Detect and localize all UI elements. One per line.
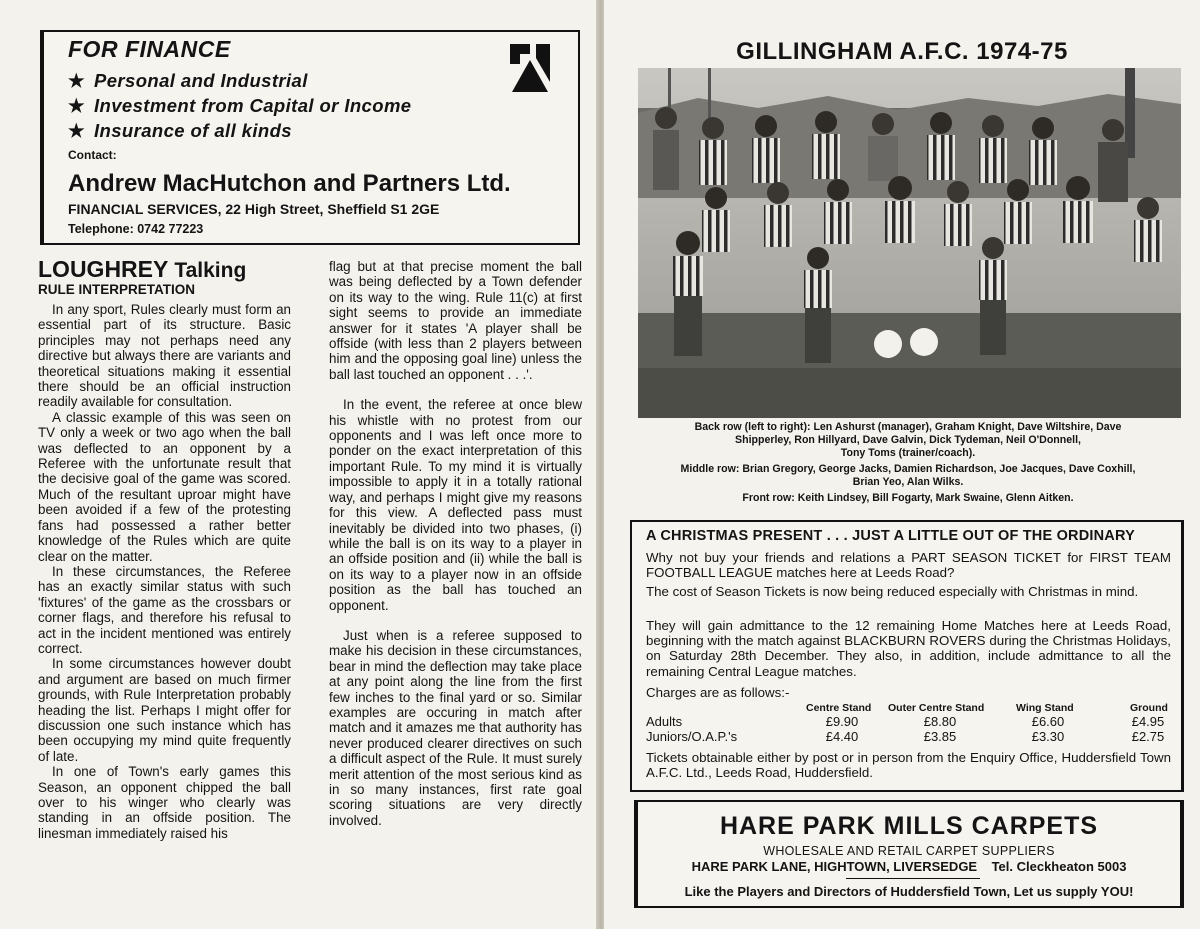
column-header: Wing Stand bbox=[1016, 702, 1074, 714]
column-header: Ground bbox=[1130, 702, 1168, 714]
article-paragraph: In one of Town's early games this Season, an opponent chipped the ball over to his winger who clearly was standing in an offside position. The linesman immediately raised his bbox=[38, 764, 291, 841]
row-label: Juniors/O.A.P.'s bbox=[646, 729, 738, 744]
star-icon: ★ bbox=[68, 70, 85, 91]
carpet-company-name: HARE PARK MILLS CARPETS bbox=[719, 812, 1099, 840]
charges-label: Charges are as follows:- bbox=[646, 685, 790, 700]
christmas-title: A CHRISTMAS PRESENT . . . JUST A LITTLE OUT OF THE ORDINARY bbox=[646, 528, 1135, 544]
article-subtitle: RULE INTERPRETATION bbox=[38, 282, 195, 297]
price-cell: £2.75 bbox=[1131, 729, 1165, 744]
price-cell: £4.40 bbox=[825, 729, 859, 744]
finance-item: ★ Personal and Industrial bbox=[68, 70, 308, 91]
football-icon bbox=[910, 328, 938, 356]
star-icon: ★ bbox=[68, 95, 85, 116]
finance-ad-title: FOR FINANCE bbox=[68, 36, 231, 62]
price-cell: £6.60 bbox=[1031, 714, 1065, 729]
star-icon: ★ bbox=[68, 120, 85, 141]
carpet-slogan: Like the Players and Directors of Huddersfield Town, Let us supply YOU! bbox=[684, 884, 1134, 899]
christmas-paragraph: The cost of Season Tickets is now being reduced especially with Christmas in mind. bbox=[646, 584, 1139, 599]
caption-line: Back row (left to right): Len Ashurst (manager), Graham Knight, Dave Wiltshire, Dave bbox=[694, 421, 1122, 433]
christmas-paragraph: Why not buy your friends and relations a PART SEASON TICKET for FIRST TEAM FOOTBALL LEAGUE matches here at Leeds Road? bbox=[646, 550, 1171, 581]
caption-line: Brian Yeo, Alan Wilks. bbox=[852, 476, 964, 488]
right-page bbox=[604, 0, 1200, 929]
article-paragraph: In some circumstances however doubt and argument are based on much firmer grounds, with Rule Interpretation probably heading the list. Perhaps I might offer for discussion one such instance which has been occupying my mind quite frequently of late. bbox=[38, 656, 291, 764]
price-cell: £8.80 bbox=[923, 714, 957, 729]
carpet-subtitle: WHOLESALE AND RETAIL CARPET SUPPLIERS bbox=[763, 844, 1055, 858]
finance-item: ★ Investment from Capital or Income bbox=[68, 95, 412, 116]
christmas-footer: Tickets obtainable either by post or in person from the Enquiry Office, Huddersfield Town A.F.C. Ltd., Leeds Road, Huddersfield. bbox=[646, 750, 1171, 781]
finance-telephone: Telephone: 0742 77223 bbox=[68, 222, 204, 236]
caption-line: Middle row: Brian Gregory, George Jacks, Damien Richardson, Joe Jacques, Dave Coxhill, bbox=[680, 463, 1136, 475]
finance-advert bbox=[40, 30, 580, 245]
football-icon bbox=[874, 330, 902, 358]
team-photograph bbox=[638, 68, 1181, 418]
christmas-paragraph: They will gain admittance to the 12 remaining Home Matches here at Leeds Road, beginning with the match against BLACKBURN ROVERS during the Christmas Holidays, on Saturday 28th December. They also, in addition, include admittance to all the remaining Central League matches. bbox=[646, 618, 1171, 679]
finance-address: FINANCIAL SERVICES, 22 High Street, Sheffield S1 2GE bbox=[68, 201, 440, 217]
article-column-1 bbox=[38, 302, 291, 841]
article-paragraph: flag but at that precise moment the ball was being deflected by a Town defender on its way to the wing. Rule 11(c) at first sight seems to provide an immediate answer for it states 'A player shall be offside (with less than 2 players between him and the opposing goal line) unless the ball last touched an opponent . . .'. bbox=[329, 259, 582, 382]
team-photo-title: GILLINGHAM A.F.C. 1974-75 bbox=[736, 38, 1068, 65]
article-paragraph: A classic example of this was seen on TV only a week or two ago when the ball was deflected to an opponent by a Referee with the unfortunate result that the decisive goal of the game was scored. Much of the resultant uproar might have been avoided if a few of the protesting fans had possessed a rather better knowledge of the Rules which are quite clear on the matter. bbox=[38, 409, 291, 564]
caption-line: Front row: Keith Lindsey, Bill Fogarty, Mark Swaine, Glenn Aitken. bbox=[742, 492, 1074, 504]
article-paragraph: Just when is a referee supposed to make his decision in these circumstances, bear in mind the deflection may take place at any point along the line from the first few inches to the final yard or so. Similar examples are occuring in match after match and it amazes me that authority has never produced clearer directives on such a difficult aspect of the Rule. It must surely merit attention of the most serious kind as in so many instances, first rate goal scoring situations are very directly involved. bbox=[329, 627, 582, 828]
article-paragraph: In these circumstances, the Referee has an exactly similar status with such 'fixtures' of the game as the crossbars or corner flags, and therefore his refusal to act in the incident mentioned was entirely correct. bbox=[38, 563, 291, 656]
left-page bbox=[0, 0, 598, 929]
finance-company-name: Andrew MacHutchon and Partners Ltd. bbox=[68, 170, 511, 197]
article-paragraph: In the event, the referee at once blew his whistle with no protest from our opponents and I was left once more to ponder on the exact interpretation of this important Rule. To my mind it is virtually impossible to apply it in a totally rational way, and perhaps I might give my reasons for this view. A deflected pass must inevitably be divided into two phases, (i) while the ball is on its way to a player in an offside position and (ii) while the ball is on its way to a player now in an offside position as the ball has touched an opponent. bbox=[329, 397, 582, 613]
article-paragraph: In any sport, Rules clearly must form an essential part of its structure. Basic principles may not perhaps need any directive but always there are variants and theoretical situations making it essential there should be an official instruction readily available for consultation. bbox=[38, 302, 291, 410]
divider bbox=[846, 878, 980, 879]
caption-line: Shipperley, Ron Hillyard, Dave Galvin, Dick Tydeman, Neil O'Donnell, bbox=[735, 434, 1081, 446]
column-header: Centre Stand bbox=[806, 702, 872, 714]
caption-line: Tony Toms (trainer/coach). bbox=[840, 447, 976, 459]
row-label: Adults bbox=[646, 714, 683, 729]
carpet-address-line: HARE PARK LANE, HIGHTOWN, LIVERSEDGE Tel. Cleckheaton 5003 bbox=[691, 859, 1127, 874]
christmas-offer-box bbox=[630, 520, 1184, 792]
price-cell: £9.90 bbox=[825, 714, 859, 729]
carpet-advert bbox=[634, 800, 1184, 908]
finance-item: ★ Insurance of all kinds bbox=[68, 120, 292, 141]
column-header: Outer Centre Stand bbox=[888, 702, 985, 714]
article-title: LOUGHREY Talking bbox=[38, 256, 247, 282]
article-column-2 bbox=[329, 259, 582, 843]
price-cell: £3.30 bbox=[1031, 729, 1065, 744]
price-cell: £3.85 bbox=[923, 729, 957, 744]
finance-contact-label: Contact: bbox=[68, 148, 117, 162]
company-logo-icon bbox=[508, 42, 552, 94]
price-cell: £4.95 bbox=[1131, 714, 1165, 729]
